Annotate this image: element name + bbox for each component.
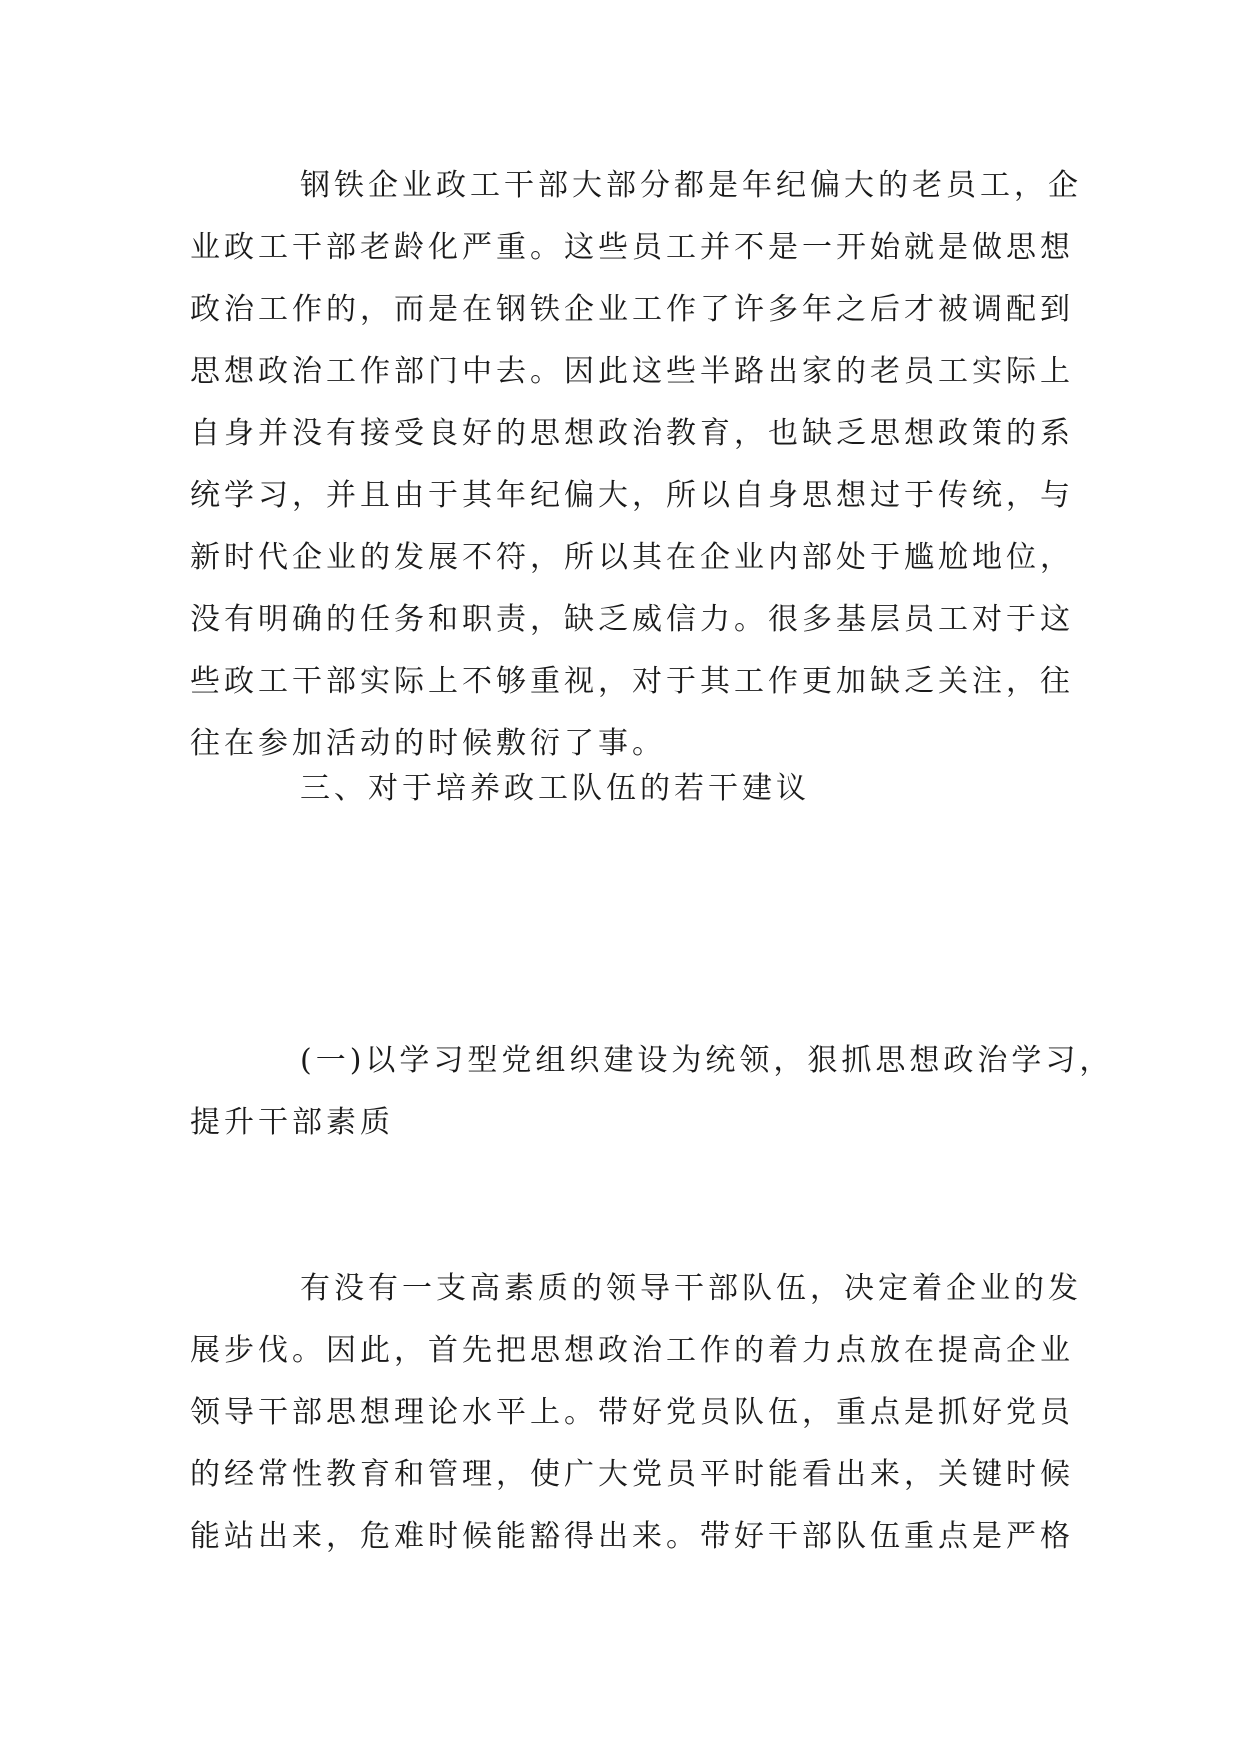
- paragraph-line: 没有明确的任务和职责，缺乏威信力。很多基层员工对于这: [190, 602, 1074, 637]
- paragraph-line: 钢铁企业政工干部大部分都是年纪偏大的老员工，企: [300, 168, 1082, 203]
- paragraph-line: 业政工干部老龄化严重。这些员工并不是一开始就是做思想: [190, 230, 1074, 265]
- subsection-heading-line: 提升干部素质: [190, 1105, 394, 1140]
- paragraph-line: 新时代企业的发展不符，所以其在企业内部处于尴尬地位，: [190, 540, 1074, 575]
- paragraph-leadership-team: [190, 1258, 1082, 1568]
- paragraph-line: 的经常性教育和管理，使广大党员平时能看出来，关键时候: [190, 1457, 1074, 1492]
- paragraph-line: 些政工干部实际上不够重视，对于其工作更加缺乏关注，往: [190, 664, 1074, 699]
- paragraph-line: 有没有一支高素质的领导干部队伍，决定着企业的发: [300, 1271, 1082, 1306]
- paragraph-line: 往在参加活动的时候敷衍了事。: [190, 726, 666, 761]
- paragraph-line: 领导干部思想理论水平上。带好党员队伍，重点是抓好党员: [190, 1395, 1074, 1430]
- section-heading: [190, 758, 1060, 820]
- paragraph-line: 展步伐。因此，首先把思想政治工作的着力点放在提高企业: [190, 1333, 1074, 1368]
- paragraph-aging-cadres: [190, 155, 1082, 775]
- paragraph-line: 能站出来，危难时候能豁得出来。带好干部队伍重点是严格: [190, 1519, 1074, 1554]
- section-heading-text: 三、对于培养政工队伍的若干建议: [300, 771, 810, 806]
- paragraph-line: 统学习，并且由于其年纪偏大，所以自身思想过于传统，与: [190, 478, 1074, 513]
- subsection-heading: [190, 1030, 1114, 1154]
- subsection-heading-line: (一)以学习型党组织建设为统领，狠抓思想政治学习，: [300, 1043, 1114, 1078]
- paragraph-line: 政治工作的，而是在钢铁企业工作了许多年之后才被调配到: [190, 292, 1074, 327]
- paragraph-line: 自身并没有接受良好的思想政治教育，也缺乏思想政策的系: [190, 416, 1074, 451]
- paragraph-line: 思想政治工作部门中去。因此这些半路出家的老员工实际上: [190, 354, 1074, 389]
